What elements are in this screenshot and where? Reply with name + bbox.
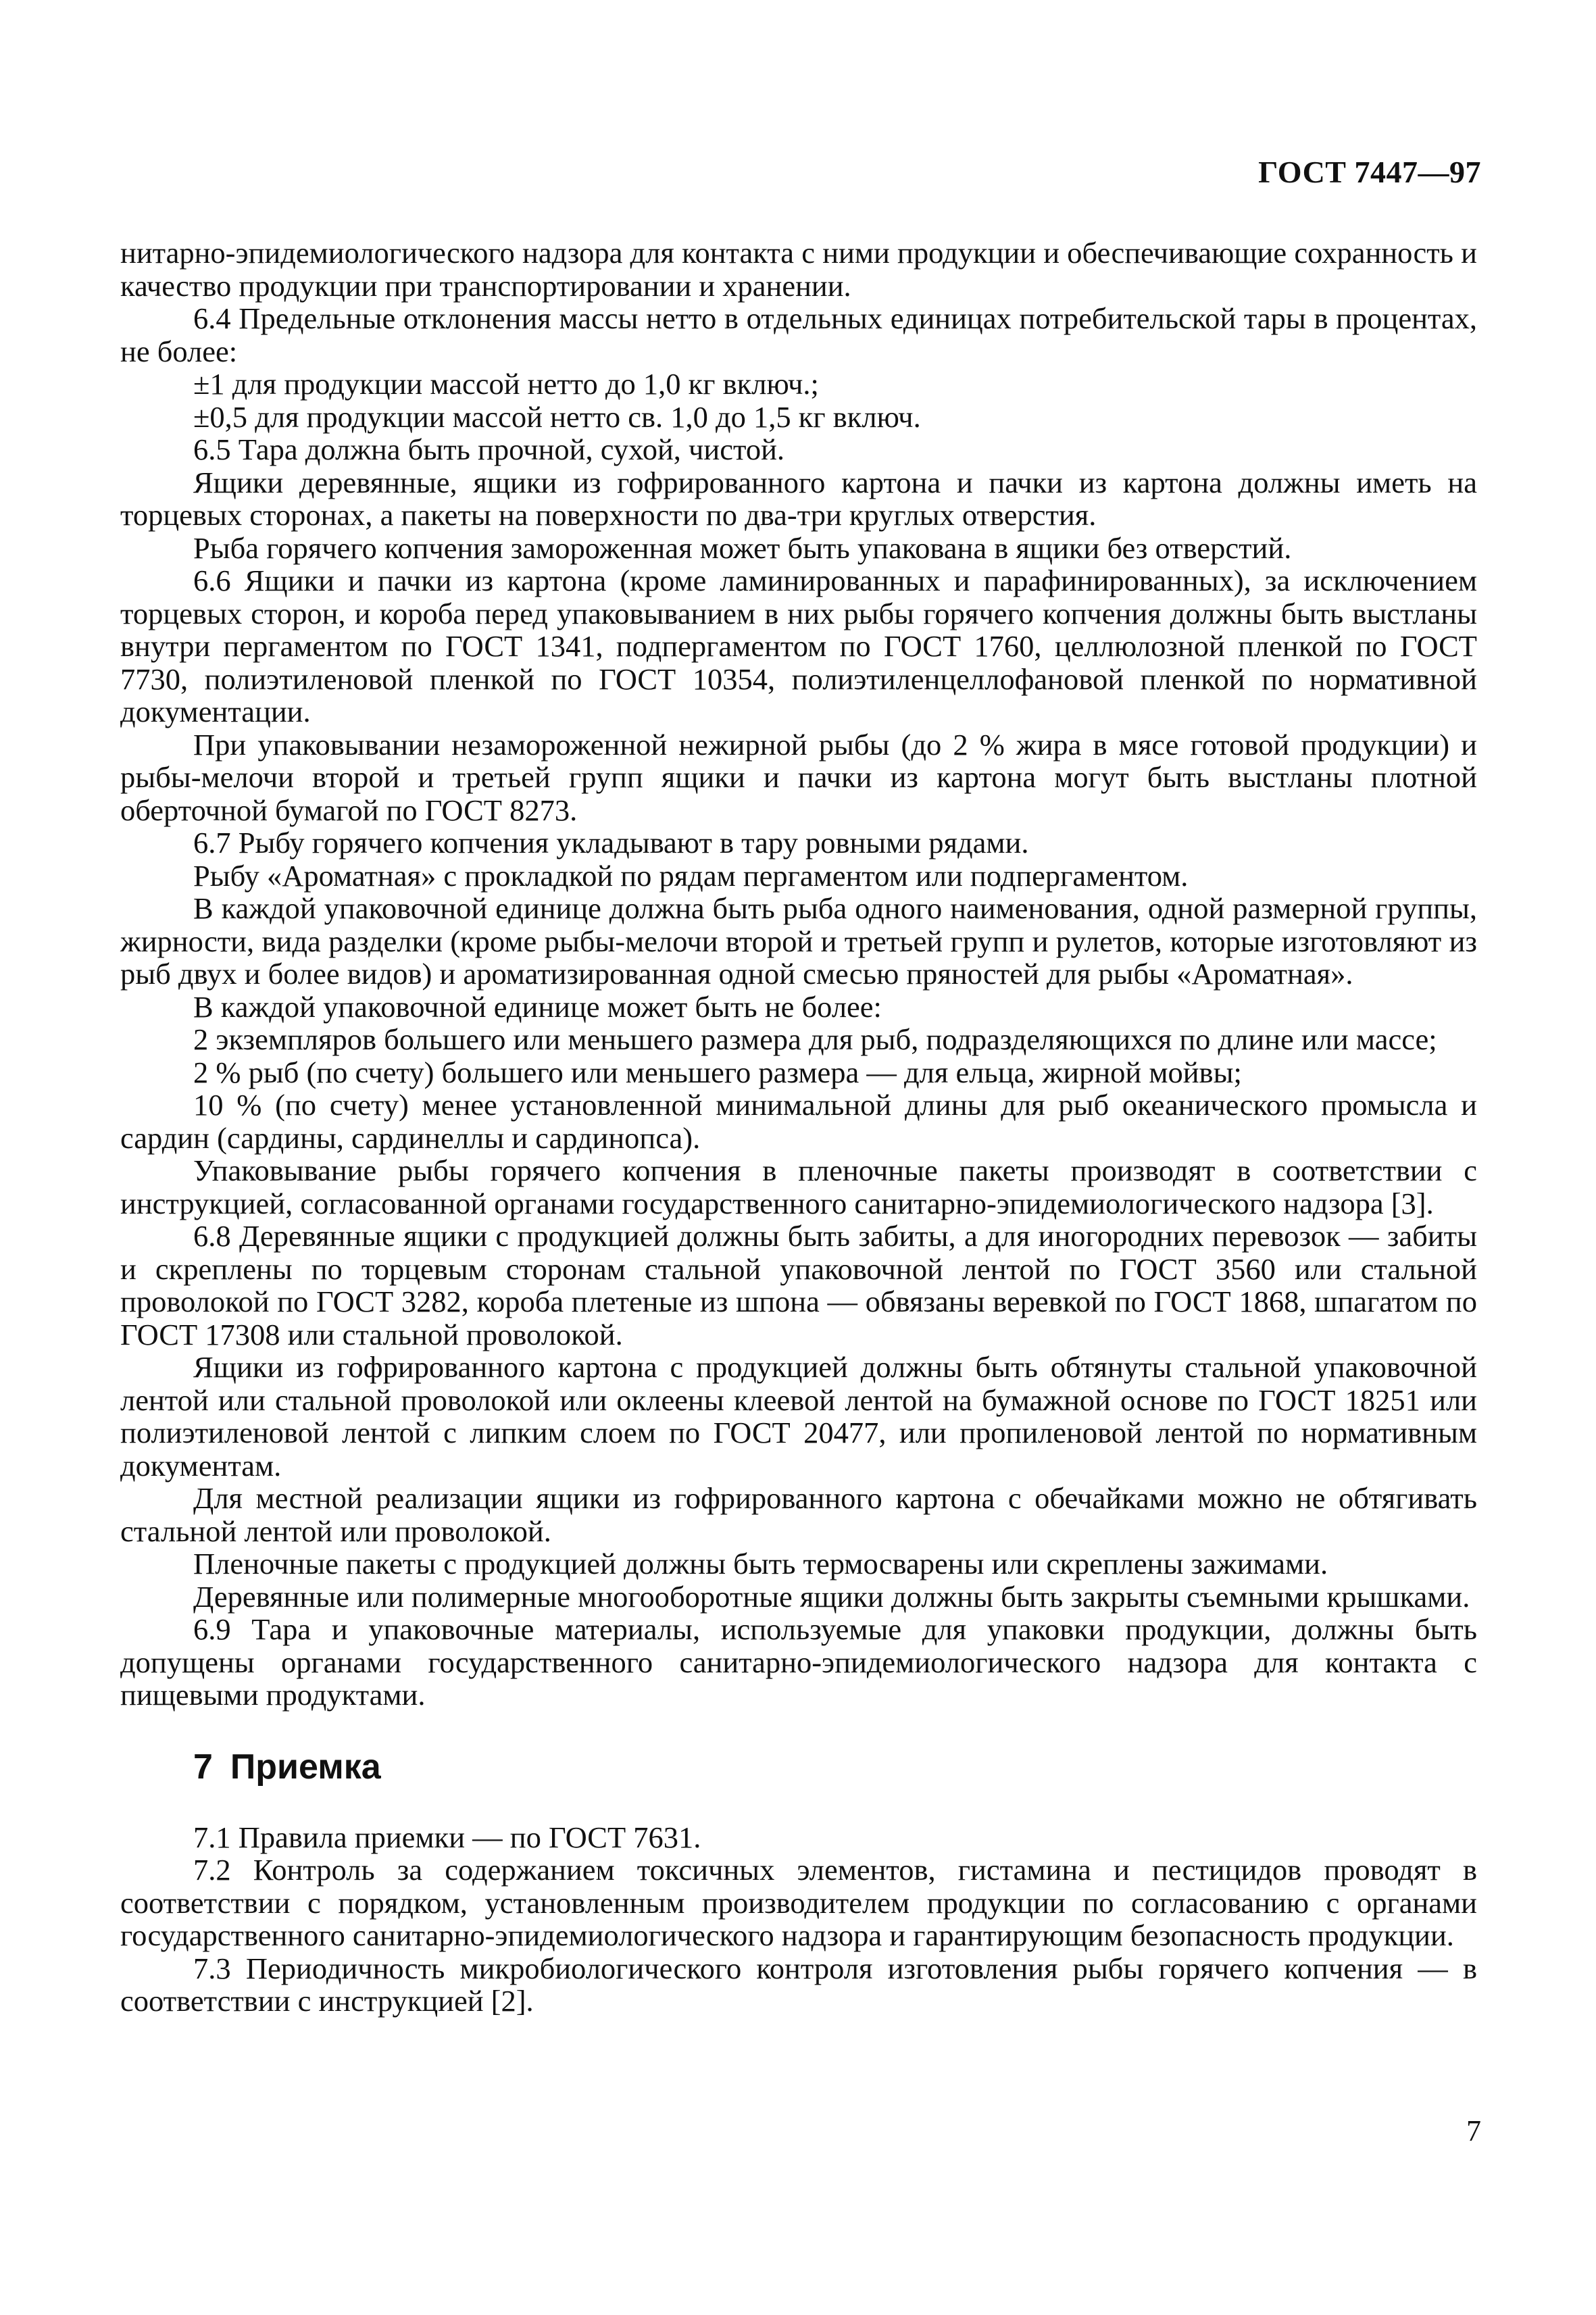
paragraph: 2 экземпляров большего или меньшего размера для рыб, подразделяющихся по длине или массе;: [193, 1022, 1437, 1056]
section-title-text: Приемка: [230, 1747, 381, 1787]
paragraph-continuation: нитарно-эпидемиологического надзора для контакта с ними продукции и обеспечивающие сохранность и качество продукции при транспортировании и хранении.: [120, 236, 1477, 303]
paragraph: Рыбу «Ароматная» с прокладкой по рядам пергаментом или подпергаментом.: [193, 858, 1189, 893]
paragraph-6-5: 6.5 Тара должна быть прочной, сухой, чистой.: [193, 432, 785, 466]
document-body: [120, 237, 1477, 2018]
paragraph-7-2: 7.2 Контроль за содержанием токсичных элементов, гистамина и пестицидов проводят в соответствии с порядком, установленным производителем продукции по согласованию с органами государственного санитарно-эпидемиологического надзора и гарантирующим безопасность продукции.: [120, 1853, 1477, 1952]
paragraph: Ящики из гофрированного картона с продукцией должны быть обтянуты стальной упаковочной лентой или стальной проволокой или оклеены клеевой лентой на бумажной основе по ГОСТ 18251 или полиэтиленовой лентой с липким слоем по ГОСТ 20477, или пропиленовой лентой по нормативным документам.: [120, 1350, 1477, 1483]
paragraph-6-6: 6.6 Ящики и пачки из картона (кроме ламинированных и парафинированных), за исключением торцевых сторон, и короба перед упаковыванием в них рыбы горячего копчения должны быть выстланы внутри пергаментом по ГОСТ 1341, подпергаментом по ГОСТ 1760, целлюлозной пленкой по ГОСТ 7730, полиэтиленовой пленкой по ГОСТ 10354, полиэтиленцеллофановой пленкой по нормативной документации.: [120, 564, 1477, 728]
paragraph-7-3: 7.3 Периодичность микробиологического контроля изготовления рыбы горячего копчения — в соответствии с инструкцией [2].: [120, 1951, 1477, 2018]
paragraph: ±1 для продукции массой нетто до 1,0 кг включ.;: [193, 367, 819, 401]
paragraph: Рыба горячего копчения замороженная может быть упакована в ящики без отверстий.: [193, 530, 1292, 565]
paragraph: 10 % (по счету) менее установленной минимальной длины для рыб океанического промысла и сардин (сардины, сардинеллы и сардинопса).: [120, 1088, 1477, 1155]
page-number: 7: [1466, 2114, 1481, 2147]
paragraph: При упаковывании незамороженной нежирной рыбы (до 2 % жира в мясе готовой продукции) и рыбы-мелочи второй и третьей групп ящики и пачки из картона могут быть выстланы плотной оберточной бумагой по ГОСТ 8273.: [120, 727, 1477, 827]
paragraph: 2 % рыб (по счету) большего или меньшего размера — для ельца, жирной мойвы;: [193, 1055, 1242, 1089]
document-header: ГОСТ 7447—97: [1258, 155, 1481, 189]
paragraph-6-8: 6.8 Деревянные ящики с продукцией должны быть забиты, а для иногородних перевозок — забиты и скреплены по торцевым сторонам стальной упаковочной лентой по ГОСТ 3560 или стальной проволокой по ГОСТ 3282, короба плетеные из шпона — обвязаны веревкой по ГОСТ 1868, шпагатом по ГОСТ 17308 или стальной проволокой.: [120, 1219, 1477, 1351]
paragraph: Пленочные пакеты с продукцией должны быть термосварены или скреплены зажимами.: [193, 1547, 1328, 1580]
paragraph: Упаковывание рыбы горячего копчения в пленочные пакеты производят в соответствии с инструкцией, согласованной органами государственного санитарно-эпидемиологического надзора [3].: [120, 1153, 1477, 1220]
paragraph: В каждой упаковочной единице должна быть рыба одного наименования, одной размерной группы, жирности, вида разделки (кроме рыбы-мелочи второй и третьей групп и рулетов, которые изготовляют из рыб двух и более видов) и ароматизированная одной смесью пряностей для рыбы «Ароматная».: [120, 891, 1477, 991]
section-number: 7: [193, 1747, 213, 1787]
paragraph-6-4: 6.4 Предельные отклонения массы нетто в отдельных единицах потребительской тары в процентах, не более:: [120, 301, 1477, 368]
section-heading: [193, 1747, 1477, 1787]
paragraph-6-7: 6.7 Рыбу горячего копчения укладывают в тару ровными рядами.: [193, 826, 1029, 860]
paragraph-6-9: 6.9 Тара и упаковочные материалы, используемые для упаковки продукции, должны быть допущены органами государственного санитарно-эпидемиологического надзора для контакта с пищевыми продуктами.: [120, 1612, 1477, 1712]
paragraph: Ящики деревянные, ящики из гофрированного картона и пачки из картона должны иметь на торцевых сторонах, а пакеты на поверхности по два-три круглых отверстия.: [120, 465, 1477, 532]
paragraph-7-1: 7.1 Правила приемки — по ГОСТ 7631.: [193, 1820, 701, 1854]
paragraph: Для местной реализации ящики из гофрированного картона с обечайками можно не обтягивать стальной лентой или проволокой.: [120, 1481, 1477, 1548]
paragraph: Деревянные или полимерные многооборотные ящики должны быть закрыты съемными крышками.: [193, 1579, 1470, 1614]
paragraph: В каждой упаковочной единице может быть не более:: [193, 989, 882, 1024]
paragraph: ±0,5 для продукции массой нетто св. 1,0 до 1,5 кг включ.: [193, 399, 921, 434]
